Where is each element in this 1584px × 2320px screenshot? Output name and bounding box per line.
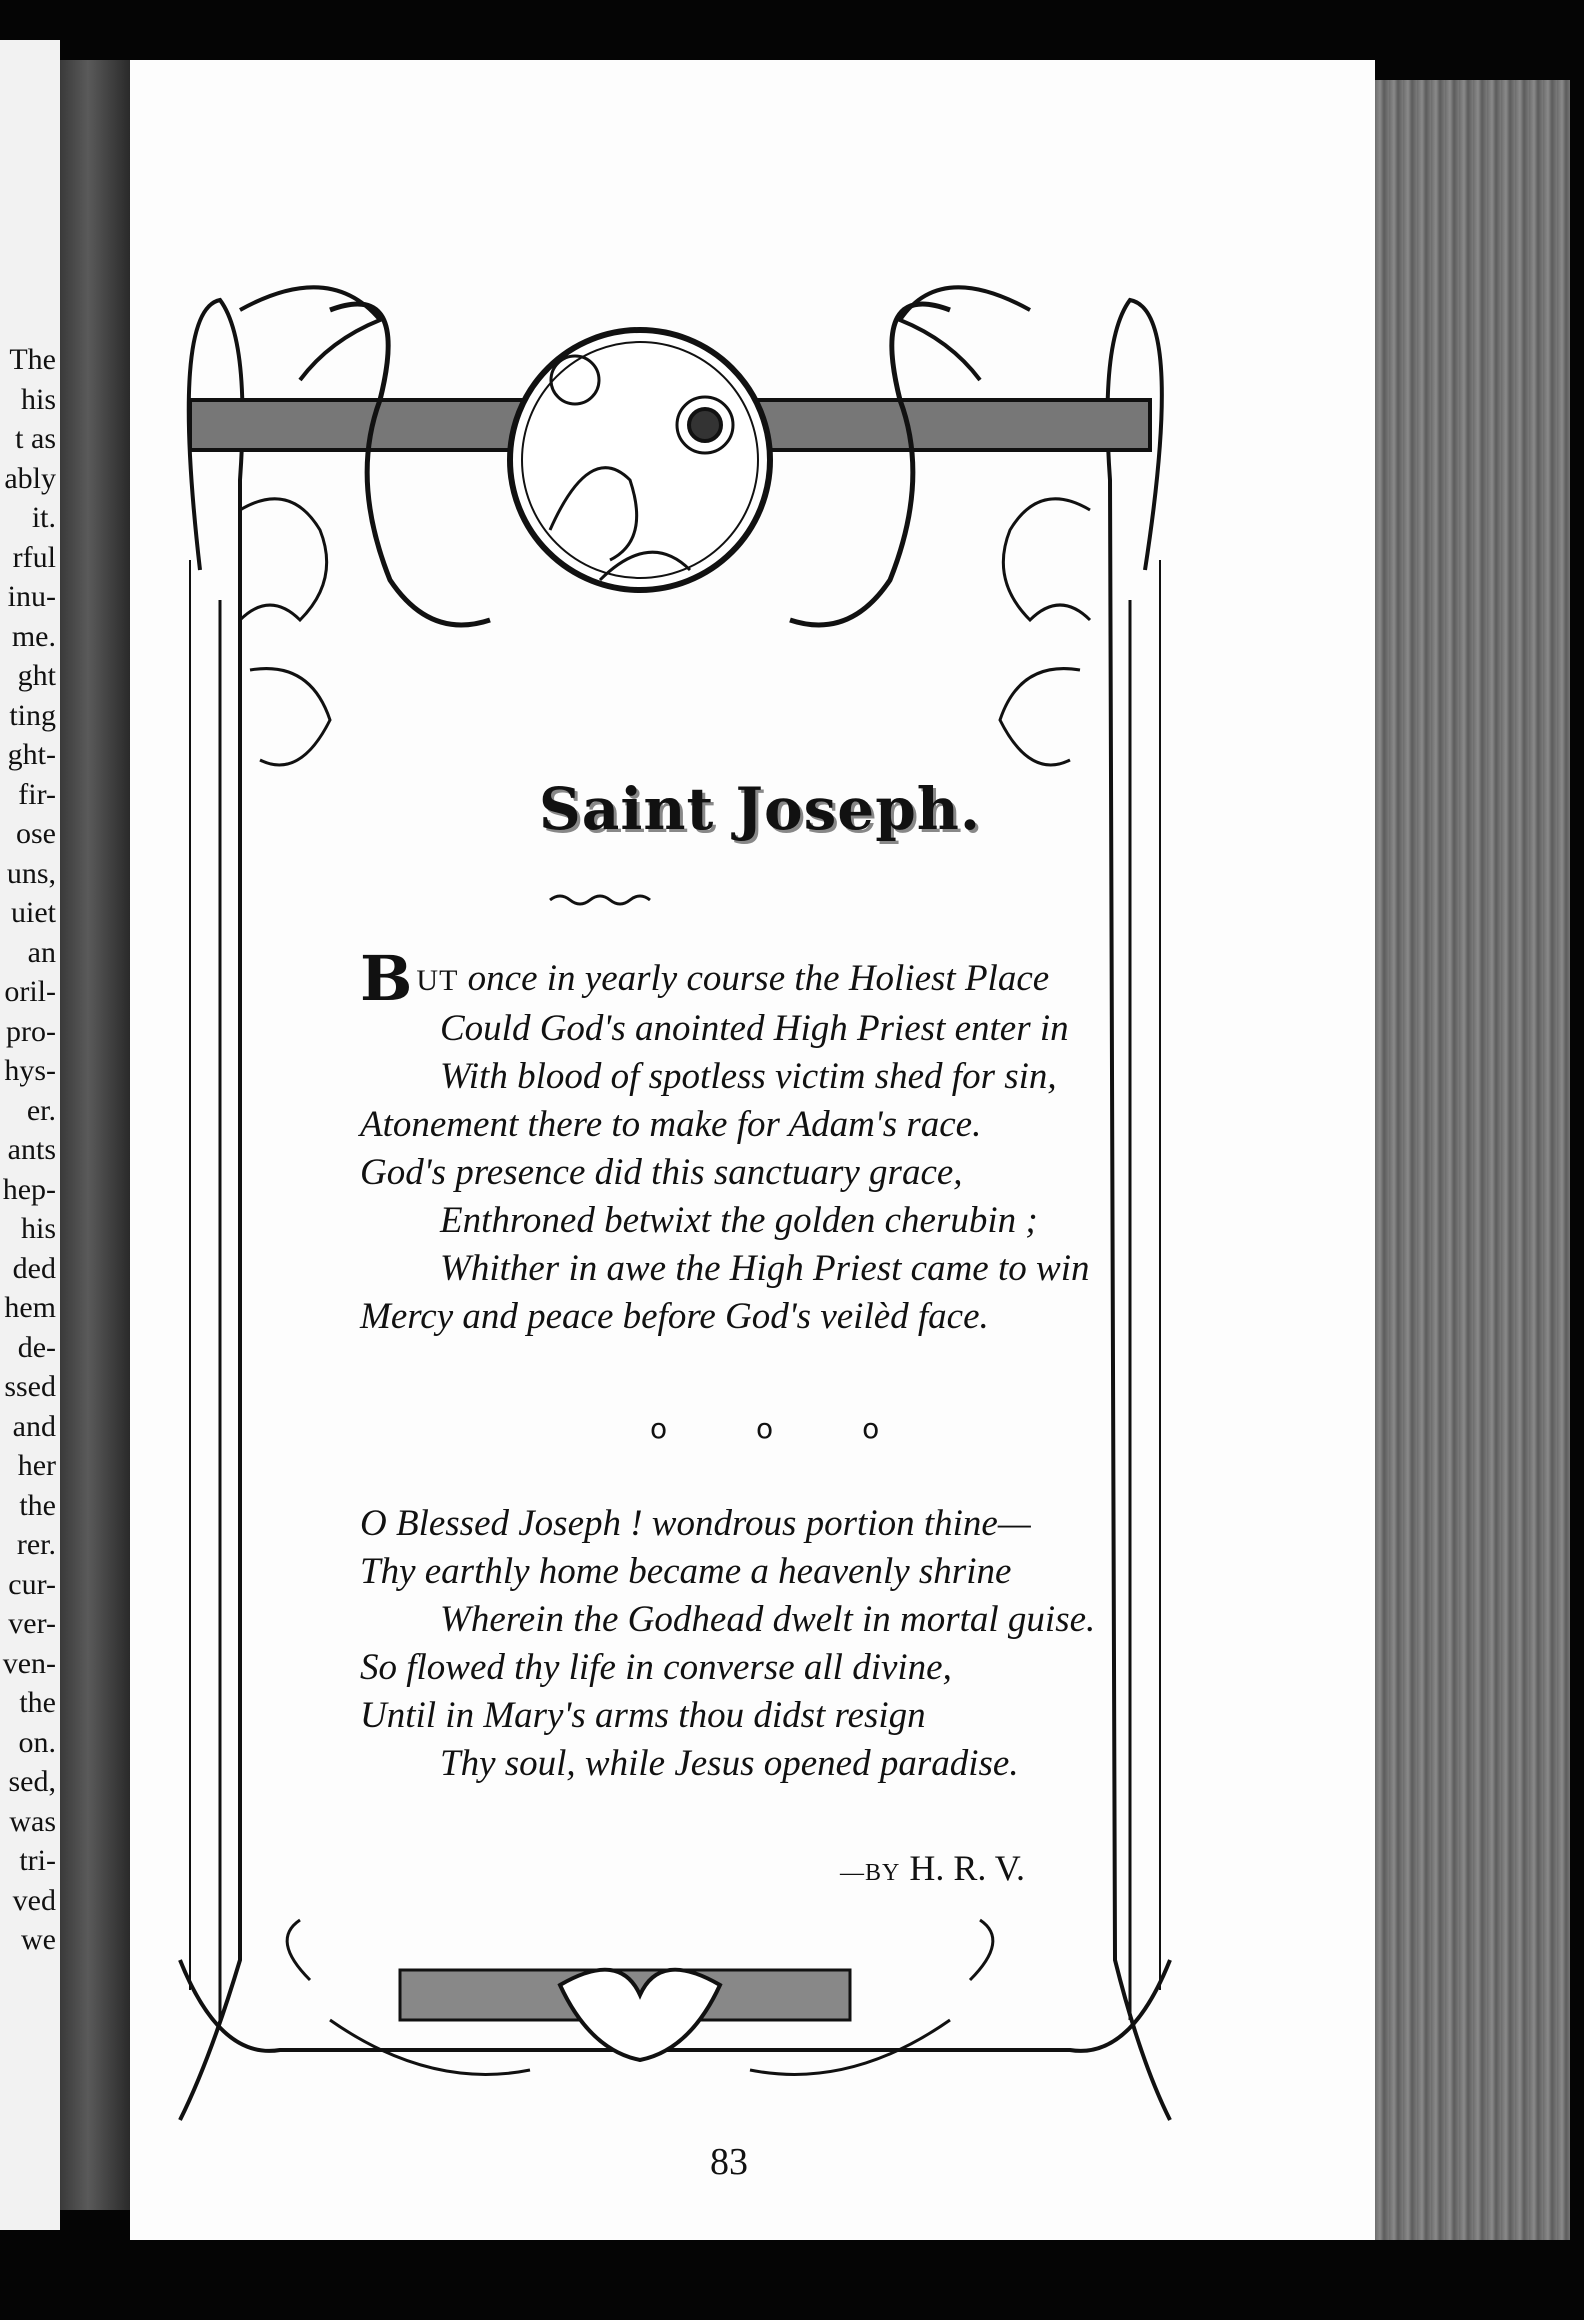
facing-page-line: hem <box>4 1291 56 1324</box>
facing-page-line: ght- <box>7 738 56 771</box>
facing-page-line: ved <box>12 1883 56 1917</box>
poem-line: Whither in awe the High Priest came to win <box>440 1248 1090 1289</box>
facing-page-line: and <box>12 1409 56 1443</box>
poem-line: Thy earthly home became a heavenly shrine <box>360 1551 1012 1592</box>
facing-page-line: an <box>27 935 56 969</box>
facing-page-line: cur- <box>8 1567 56 1601</box>
facing-page-line: his <box>20 382 56 416</box>
facing-page-line: ting <box>9 698 56 732</box>
facing-page-line: ver- <box>8 1607 56 1640</box>
facing-page-line: de- <box>17 1330 56 1364</box>
facing-page-line: we <box>21 1923 56 1956</box>
poem-line: O Blessed Joseph ! wondrous portion thine— <box>360 1503 1031 1544</box>
facing-page-line: ght <box>17 659 56 692</box>
poem-title: Saint Joseph. <box>538 775 982 843</box>
poem-line: Mercy and peace before God's veilèd face. <box>360 1296 989 1337</box>
stanza-2 <box>360 1500 1160 1788</box>
poem-line: Enthroned betwixt the golden cherubin ; <box>440 1200 1038 1241</box>
poem-line: So flowed thy life in converse all divine, <box>360 1647 952 1688</box>
poem-line: Atonement there to make for Adam's race. <box>360 1104 982 1145</box>
poem-line: Could God's anointed High Priest enter in <box>440 1008 1069 1049</box>
page-edge <box>1375 80 1570 2240</box>
facing-page-line: was <box>9 1804 56 1838</box>
author-prefix: —BY <box>840 1860 901 1886</box>
facing-page-line: hep- <box>2 1172 56 1206</box>
facing-page-line: uiet <box>11 896 56 929</box>
facing-page-line: ants <box>7 1133 56 1166</box>
facing-page-line: er. <box>26 1093 56 1127</box>
stanza-1 <box>360 942 1160 1341</box>
poem-line: Until in Mary's arms thou didst resign <box>360 1695 926 1736</box>
poem-line: Wherein the Godhead dwelt in mortal guise. <box>440 1599 1096 1640</box>
facing-page-line: rful <box>12 540 56 574</box>
poem-line: With blood of spotless victim shed for sin, <box>440 1056 1057 1097</box>
facing-page-line: t as <box>15 422 56 455</box>
facing-page-line: the <box>19 1488 56 1522</box>
facing-page-line: inu- <box>7 580 56 613</box>
page <box>130 60 1375 2240</box>
facing-page-line: hys- <box>4 1054 56 1087</box>
facing-page-line: the <box>19 1686 56 1719</box>
facing-page-line: tri- <box>19 1844 56 1877</box>
stanza-1-first-line <box>360 942 1160 1015</box>
first-line-rest: once in yearly course the Holiest Place <box>458 958 1050 999</box>
facing-page-line: on. <box>18 1725 56 1759</box>
facing-page-line: fir- <box>18 777 56 811</box>
poem-line: Thy soul, while Jesus opened paradise. <box>440 1743 1019 1784</box>
facing-page-line: rer. <box>16 1528 56 1561</box>
facing-page-line: The <box>9 343 56 376</box>
small-caps-word: UT <box>416 964 459 997</box>
facing-page-line: me. <box>11 619 56 653</box>
author-attribution <box>840 1847 1025 1889</box>
facing-page-line: it. <box>31 501 56 534</box>
facing-page-line: pro- <box>6 1014 56 1048</box>
facing-page-line: ose <box>16 817 56 850</box>
facing-page-line: ded <box>12 1251 56 1285</box>
poem-line: God's presence did this sanctuary grace, <box>360 1152 963 1193</box>
facing-page-line: her <box>17 1449 56 1482</box>
drop-cap: B <box>360 942 413 1015</box>
page-number: 83 <box>710 2141 748 2183</box>
facing-page-line: ssed <box>4 1370 56 1403</box>
facing-page <box>0 40 60 2230</box>
facing-page-line: oril- <box>4 975 56 1008</box>
gutter-shadow <box>60 60 130 2210</box>
facing-page-text <box>3 340 56 1960</box>
facing-page-line: sed, <box>8 1765 56 1798</box>
facing-page-line: his <box>20 1212 56 1245</box>
facing-page-line: uns, <box>6 856 56 890</box>
author-name: H. R. V. <box>900 1848 1026 1888</box>
facing-page-line: ven- <box>2 1646 56 1680</box>
stanza-separator: o o o <box>650 1412 920 1445</box>
facing-page-line: ably <box>4 461 56 495</box>
